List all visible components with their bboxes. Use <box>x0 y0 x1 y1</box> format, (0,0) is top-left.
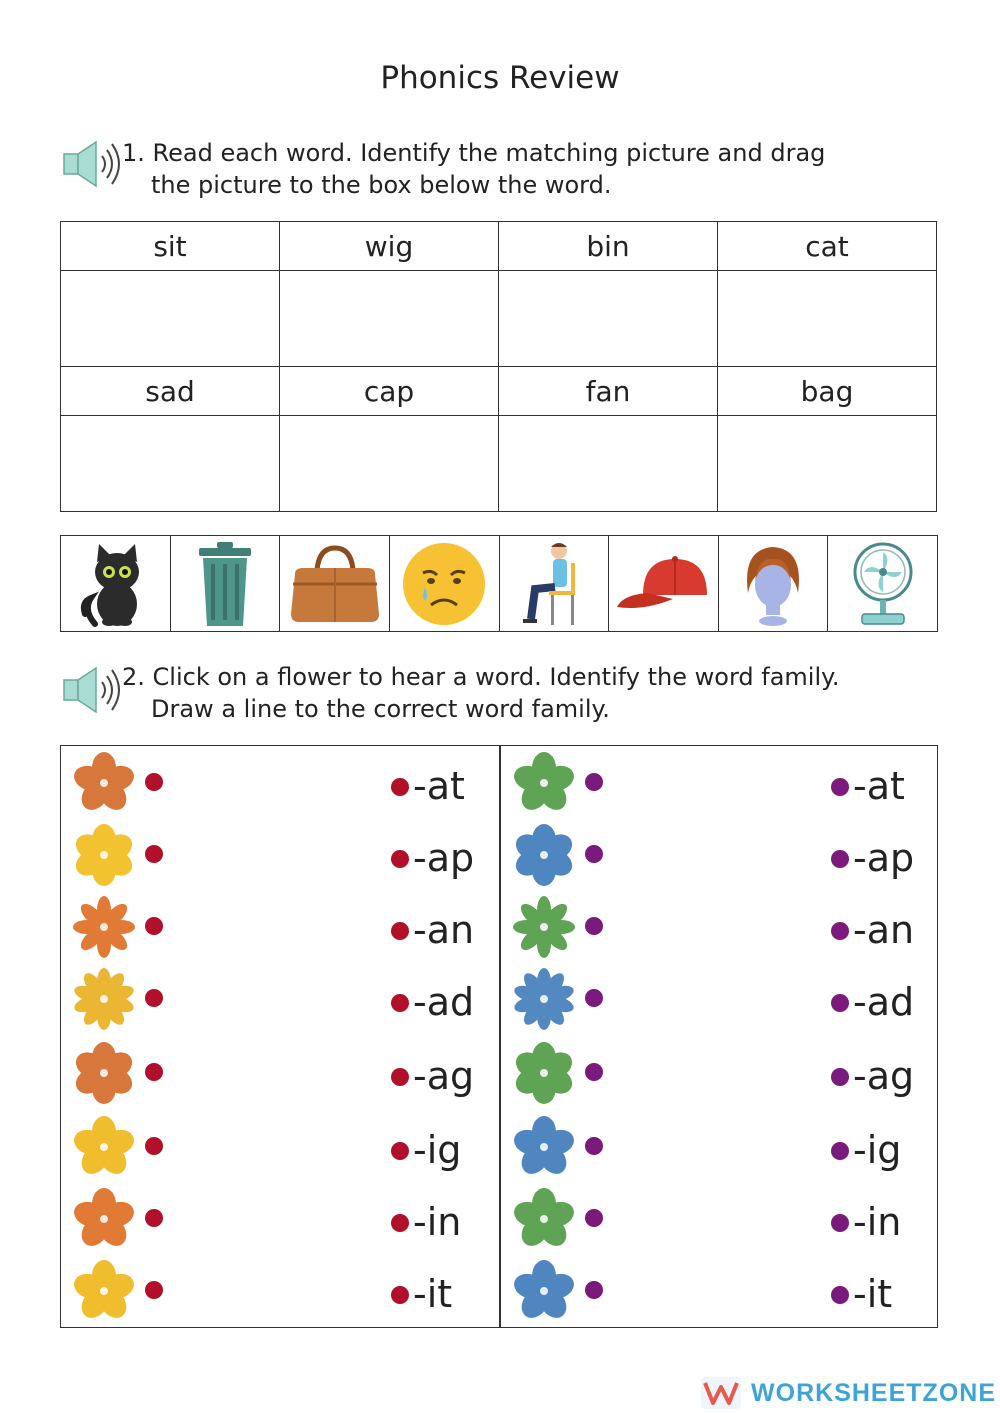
left-flower-7-icon[interactable] <box>71 1186 137 1252</box>
right-flower-dot[interactable] <box>585 845 603 863</box>
instruction-2-line1: 2. Click on a flower to hear a word. Identify the word family. <box>122 663 840 691</box>
word-cell: sad <box>61 367 280 416</box>
word-cell: sit <box>61 222 280 271</box>
speaker-icon[interactable] <box>60 662 124 718</box>
left-family-dot[interactable] <box>391 778 409 796</box>
right-flower-dot[interactable] <box>585 1209 603 1227</box>
left-flower-4-icon[interactable] <box>71 966 137 1032</box>
left-word-family-label: -ag <box>413 1054 475 1098</box>
drop-box[interactable] <box>61 416 280 512</box>
right-family-dot[interactable] <box>831 1068 849 1086</box>
drop-box[interactable] <box>499 271 718 367</box>
right-flower-2-icon[interactable] <box>511 822 577 888</box>
picture-bank <box>60 535 938 632</box>
left-word-family-label: -in <box>413 1200 462 1244</box>
right-family-dot[interactable] <box>831 1214 849 1232</box>
left-flower-2-icon[interactable] <box>71 822 137 888</box>
drop-box[interactable] <box>718 416 937 512</box>
drop-box[interactable] <box>280 271 499 367</box>
column-divider <box>499 746 501 1327</box>
right-family-dot[interactable] <box>831 1286 849 1304</box>
right-flower-7-icon[interactable] <box>511 1186 577 1252</box>
right-flower-1-icon[interactable] <box>511 750 577 816</box>
left-flower-5-icon[interactable] <box>71 1040 137 1106</box>
drop-box[interactable] <box>280 416 499 512</box>
instruction-1 <box>122 137 825 201</box>
right-word-family-label: -ig <box>853 1128 902 1172</box>
left-family-dot[interactable] <box>391 1068 409 1086</box>
left-word-family-label: -ad <box>413 980 475 1024</box>
left-flower-dot[interactable] <box>145 1063 163 1081</box>
left-word-family-label: -it <box>413 1272 453 1316</box>
left-flower-dot[interactable] <box>145 917 163 935</box>
left-family-dot[interactable] <box>391 1142 409 1160</box>
left-word-family-label: -ap <box>413 836 475 880</box>
word-cell: fan <box>499 367 718 416</box>
right-family-dot[interactable] <box>831 922 849 940</box>
wig-picture[interactable] <box>719 536 829 631</box>
drop-box[interactable] <box>499 416 718 512</box>
left-flower-dot[interactable] <box>145 1209 163 1227</box>
trash-bin-picture[interactable] <box>171 536 281 631</box>
right-flower-8-icon[interactable] <box>511 1258 577 1324</box>
word-cell: cat <box>718 222 937 271</box>
right-flower-3-icon[interactable] <box>511 894 577 960</box>
word-family-matching <box>60 745 938 1328</box>
sad-face-picture[interactable] <box>390 536 500 631</box>
cap-icon <box>613 549 713 619</box>
right-flower-dot[interactable] <box>585 1063 603 1081</box>
word-cell: bag <box>718 367 937 416</box>
right-word-family-label: -ap <box>853 836 915 880</box>
speaker-icon[interactable] <box>60 136 124 192</box>
word-table <box>60 221 937 512</box>
worksheetzone-logo-icon <box>701 1377 741 1409</box>
left-flower-dot[interactable] <box>145 1137 163 1155</box>
bag-picture[interactable] <box>280 536 390 631</box>
sitting-person-picture[interactable] <box>500 536 610 631</box>
right-word-family-label: -at <box>853 764 905 808</box>
right-family-dot[interactable] <box>831 994 849 1012</box>
cat-picture[interactable] <box>61 536 171 631</box>
left-family-dot[interactable] <box>391 1214 409 1232</box>
right-flower-dot[interactable] <box>585 989 603 1007</box>
right-flower-dot[interactable] <box>585 917 603 935</box>
left-flower-dot[interactable] <box>145 845 163 863</box>
left-word-family-label: -ig <box>413 1128 462 1172</box>
right-family-dot[interactable] <box>831 778 849 796</box>
right-word-family-label: -an <box>853 908 915 952</box>
bag-icon <box>287 544 383 624</box>
word-cell: cap <box>280 367 499 416</box>
left-flower-dot[interactable] <box>145 989 163 1007</box>
drop-box[interactable] <box>61 271 280 367</box>
right-flower-dot[interactable] <box>585 1137 603 1155</box>
fan-icon <box>848 540 918 628</box>
left-flower-8-icon[interactable] <box>71 1258 137 1324</box>
sitting-person-icon <box>519 539 589 629</box>
brand <box>701 1377 996 1409</box>
left-flower-dot[interactable] <box>145 773 163 791</box>
left-flower-3-icon[interactable] <box>71 894 137 960</box>
left-flower-1-icon[interactable] <box>71 750 137 816</box>
right-family-dot[interactable] <box>831 1142 849 1160</box>
left-family-dot[interactable] <box>391 850 409 868</box>
left-family-dot[interactable] <box>391 994 409 1012</box>
left-word-family-label: -at <box>413 764 465 808</box>
instruction-1-line2: the picture to the box below the word. <box>151 171 612 199</box>
trash-bin-icon <box>195 540 255 628</box>
wig-icon <box>738 541 808 627</box>
fan-picture[interactable] <box>828 536 937 631</box>
page-title: Phonics Review <box>380 60 620 96</box>
left-word-family-label: -an <box>413 908 475 952</box>
right-word-family-label: -in <box>853 1200 902 1244</box>
right-flower-4-icon[interactable] <box>511 966 577 1032</box>
instruction-1-line1: 1. Read each word. Identify the matching picture and drag <box>122 139 826 167</box>
right-word-family-label: -ag <box>853 1054 915 1098</box>
instruction-2 <box>122 661 840 725</box>
left-family-dot[interactable] <box>391 922 409 940</box>
left-flower-dot[interactable] <box>145 1281 163 1299</box>
right-flower-dot[interactable] <box>585 773 603 791</box>
brand-name: WORKSHEETZONE <box>751 1378 996 1407</box>
left-family-dot[interactable] <box>391 1286 409 1304</box>
word-cell: wig <box>280 222 499 271</box>
right-flower-6-icon[interactable] <box>511 1114 577 1180</box>
drop-box[interactable] <box>718 271 937 367</box>
word-cell: bin <box>499 222 718 271</box>
right-word-family-label: -ad <box>853 980 915 1024</box>
right-family-dot[interactable] <box>831 850 849 868</box>
right-flower-5-icon[interactable] <box>511 1040 577 1106</box>
cap-picture[interactable] <box>609 536 719 631</box>
left-flower-6-icon[interactable] <box>71 1114 137 1180</box>
cat-icon <box>75 540 155 628</box>
sad-face-icon <box>401 541 487 627</box>
instruction-2-line2: Draw a line to the correct word family. <box>151 695 610 723</box>
right-flower-dot[interactable] <box>585 1281 603 1299</box>
right-word-family-label: -it <box>853 1272 893 1316</box>
